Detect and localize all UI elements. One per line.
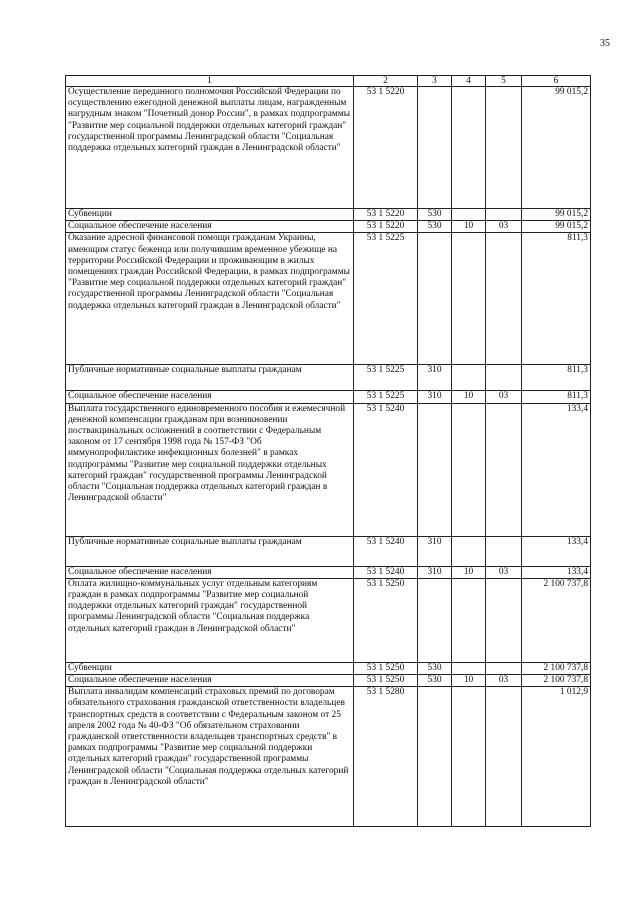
row-expense-type: 530: [418, 675, 452, 687]
table-row: [66, 365, 591, 391]
row-amount: 133,4: [522, 536, 591, 566]
table-row: [66, 221, 591, 233]
row-target-code: 53 1 5250: [354, 675, 418, 687]
row-amount: 2 100 737,8: [522, 675, 591, 687]
row-section: [452, 662, 486, 674]
row-target-code: 53 1 5220: [354, 87, 418, 209]
row-description: Выплата инвалидам компенсаций страховых премий по договорам обязательного страхования гражданской ответственности владельцев транспортных средств в соответствии с Федеральным законом от 25 апреля 2002 года № 40-ФЗ "Об обязательном страховании гражданской ответственности владельцев транспортных средств" в рамках подпрограммы "Развитие мер социальной поддержки отдельных категорий граждан" государственной программы Ленинградской области "Социальная поддержка отдельных категорий граждан в Ленинградской области": [66, 687, 354, 827]
row-expense-type: [418, 403, 452, 536]
row-target-code: 53 1 5240: [354, 536, 418, 566]
row-expense-type: 310: [418, 365, 452, 391]
row-section: [452, 403, 486, 536]
column-header: 1: [66, 76, 354, 87]
table-row: [66, 87, 591, 209]
row-section: [452, 536, 486, 566]
row-amount: 811,3: [522, 391, 591, 403]
column-header: 3: [418, 76, 452, 87]
row-subsection: [486, 687, 522, 827]
row-expense-type: [418, 687, 452, 827]
row-subsection: 03: [486, 221, 522, 233]
row-subsection: [486, 403, 522, 536]
table-row: [66, 662, 591, 674]
row-subsection: 03: [486, 566, 522, 578]
row-target-code: 53 1 5225: [354, 391, 418, 403]
row-target-code: 53 1 5240: [354, 566, 418, 578]
row-expense-type: [418, 233, 452, 365]
row-expense-type: 310: [418, 536, 452, 566]
row-subsection: [486, 365, 522, 391]
row-expense-type: [418, 87, 452, 209]
row-target-code: 53 1 5240: [354, 403, 418, 536]
table-row: [66, 403, 591, 536]
row-section: [452, 209, 486, 221]
table-row: [66, 233, 591, 365]
row-subsection: [486, 233, 522, 365]
row-amount: 811,3: [522, 365, 591, 391]
row-section: 10: [452, 566, 486, 578]
row-description: Оказание адресной финансовой помощи гражданам Украины, имеющим статус беженца или получившим временное убежище на территории Российской Федерации и проживающим в жилых помещениях граждан Российской Федерации, в рамках подпрограммы "Развитие мер социальной поддержки отдельных категорий граждан" государственной программы Ленинградской области "Социальная поддержка отдельных категорий граждан в Ленинградской области": [66, 233, 354, 365]
row-section: [452, 578, 486, 662]
column-header: 6: [522, 76, 591, 87]
table-row: [66, 209, 591, 221]
row-description: Публичные нормативные социальные выплаты гражданам: [66, 536, 354, 566]
table-header-row: [66, 76, 591, 87]
row-amount: 99 015,2: [522, 87, 591, 209]
row-amount: 99 015,2: [522, 221, 591, 233]
row-description: Социальное обеспечение населения: [66, 566, 354, 578]
row-amount: 1 012,9: [522, 687, 591, 827]
row-description: Социальное обеспечение населения: [66, 675, 354, 687]
row-description: Выплата государственного единовременного пособия и ежемесячной денежной компенсации гражданам при возникновении поствакцинальных осложнений в соответствии с Федеральным законом от 17 сентября 1998 года № 157-ФЗ "Об иммунопрофилактике инфекционных болезней" в рамках подпрограммы "Развитие мер социальной поддержки отдельных категорий граждан" государственной программы Ленинградской области "Социальная поддержка отдельных категорий граждан в Ленинградской области": [66, 403, 354, 536]
row-target-code: 53 1 5220: [354, 221, 418, 233]
row-section: 10: [452, 391, 486, 403]
column-header: 5: [486, 76, 522, 87]
row-section: [452, 87, 486, 209]
row-subsection: [486, 209, 522, 221]
row-section: [452, 365, 486, 391]
row-description: Публичные нормативные социальные выплаты гражданам: [66, 365, 354, 391]
row-subsection: 03: [486, 391, 522, 403]
row-description: Субвенции: [66, 209, 354, 221]
row-expense-type: 310: [418, 391, 452, 403]
column-header: 2: [354, 76, 418, 87]
row-section: 10: [452, 221, 486, 233]
row-amount: 2 100 737,8: [522, 578, 591, 662]
table-row: [66, 675, 591, 687]
row-section: [452, 687, 486, 827]
row-subsection: 03: [486, 675, 522, 687]
table-row: [66, 566, 591, 578]
row-description: Социальное обеспечение населения: [66, 221, 354, 233]
row-section: [452, 233, 486, 365]
row-target-code: 53 1 5225: [354, 233, 418, 365]
row-description: Социальное обеспечение населения: [66, 391, 354, 403]
row-description: Оплата жилищно-коммунальных услуг отдельным категориям граждан в рамках подпрограммы "Развитие мер социальной поддержки отдельных категорий граждан" государственной программы Ленинградской области "Социальная поддержка отдельных категорий граждан в Ленинградской области": [66, 578, 354, 662]
row-amount: 133,4: [522, 403, 591, 536]
row-subsection: [486, 578, 522, 662]
row-amount: 133,4: [522, 566, 591, 578]
table-row: [66, 391, 591, 403]
table-row: [66, 536, 591, 566]
row-description: Осуществление переданного полномочия Российской Федерации по осуществлению ежегодной денежной выплаты лицам, награжденным нагрудным знаком "Почетный донор России", в рамках подпрограммы "Развитие мер социальной поддержки отдельных категорий граждан" государственной программы Ленинградской области "Социальная поддержка отдельных категорий граждан в Ленинградской области": [66, 87, 354, 209]
table-row: [66, 578, 591, 662]
row-amount: 811,3: [522, 233, 591, 365]
row-target-code: 53 1 5250: [354, 578, 418, 662]
row-section: 10: [452, 675, 486, 687]
row-subsection: [486, 87, 522, 209]
row-amount: 99 015,2: [522, 209, 591, 221]
row-subsection: [486, 536, 522, 566]
row-target-code: 53 1 5220: [354, 209, 418, 221]
row-expense-type: [418, 578, 452, 662]
row-target-code: 53 1 5280: [354, 687, 418, 827]
row-target-code: 53 1 5250: [354, 662, 418, 674]
row-expense-type: 530: [418, 221, 452, 233]
row-target-code: 53 1 5225: [354, 365, 418, 391]
row-subsection: [486, 662, 522, 674]
column-header: 4: [452, 76, 486, 87]
row-description: Субвенции: [66, 662, 354, 674]
row-expense-type: 530: [418, 209, 452, 221]
table-row: [66, 687, 591, 827]
row-amount: 2 100 737,8: [522, 662, 591, 674]
budget-table: [65, 75, 591, 827]
page-number: 35: [600, 38, 610, 49]
row-expense-type: 530: [418, 662, 452, 674]
row-expense-type: 310: [418, 566, 452, 578]
